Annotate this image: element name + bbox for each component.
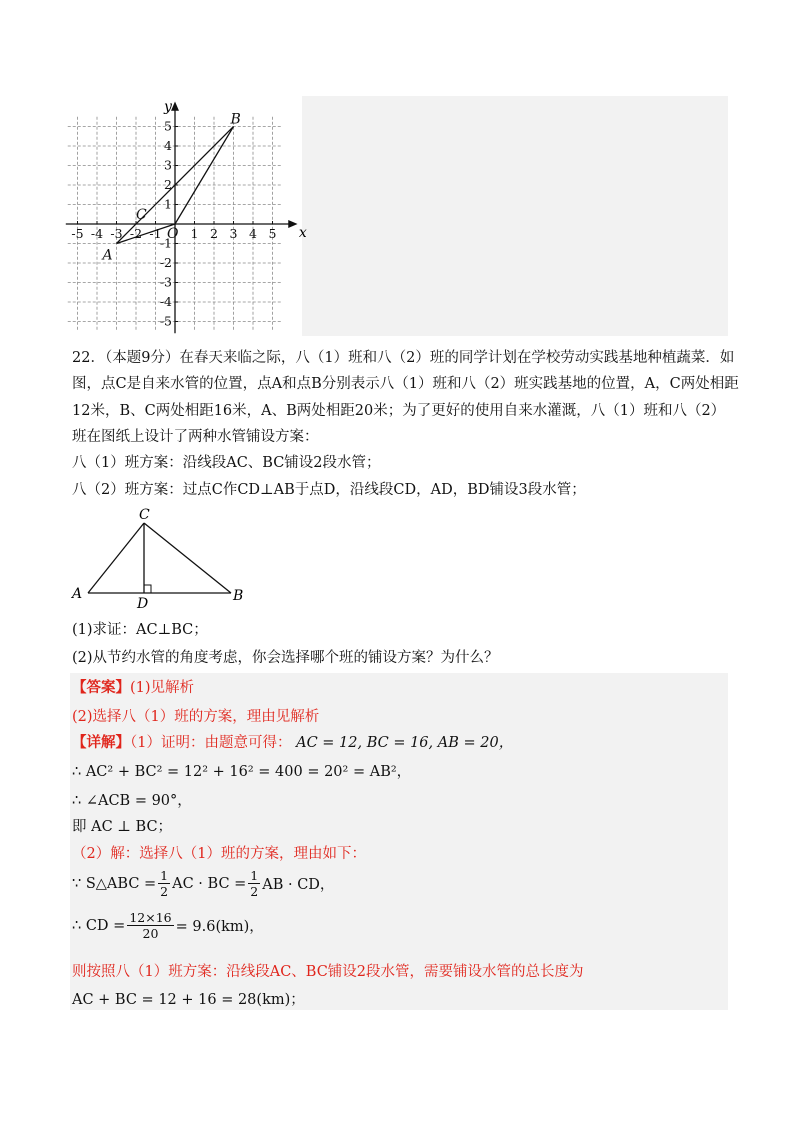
x-tick-label: 3 bbox=[229, 226, 238, 241]
point-label-A: A bbox=[102, 247, 113, 264]
area-mid-1: AC · BC = bbox=[172, 875, 247, 892]
x-tick-label: 5 bbox=[268, 226, 277, 241]
axes bbox=[66, 103, 296, 333]
detail-line-3: ∴ ∠ACB = 90°， bbox=[72, 793, 192, 809]
area-prefix: ∵ S△ABC = bbox=[72, 875, 157, 892]
point-label-C: C bbox=[136, 207, 147, 223]
y-tick-label: 3 bbox=[164, 157, 172, 173]
y-tick-label: 2 bbox=[164, 177, 172, 192]
y-tick-label: 4 bbox=[164, 138, 172, 153]
x-tick-label: 4 bbox=[249, 226, 257, 241]
point-label-B: B bbox=[230, 111, 241, 128]
x-axis-arrow bbox=[289, 221, 296, 227]
problem-line-4: 班在图纸上设计了两种水管铺设方案： bbox=[72, 429, 319, 445]
x-tick-label: -5 bbox=[71, 226, 84, 241]
vertex-c: C bbox=[139, 507, 150, 523]
answer-tag: 【答案】 bbox=[72, 679, 130, 696]
x-tick-label: 1 bbox=[190, 226, 199, 241]
question-1: (1)求证：AC⊥BC； bbox=[72, 622, 208, 638]
grey-shaded-area bbox=[302, 96, 728, 336]
cd-fraction: $\frac{12\times 16}{20}$ bbox=[129, 910, 172, 941]
half-fraction-2: $\frac{1}{2}$ bbox=[250, 868, 259, 899]
x-tick-label: -1 bbox=[149, 226, 162, 241]
problem-line-3: 12米，B、C两处相距16米，A、B两处相距20米；为了更好的使用自来水灌溉，八（1）班和八（2） bbox=[72, 403, 726, 419]
cd-prefix: ∴ CD = bbox=[72, 917, 126, 934]
detail-line-1 bbox=[72, 731, 513, 752]
answer-1: (1)见解析 bbox=[130, 680, 195, 696]
y-tick-label: -4 bbox=[159, 294, 172, 309]
area-mid-2: AB · CD， bbox=[262, 877, 335, 893]
y-tick-label: -1 bbox=[159, 235, 172, 251]
plan-class-1: 八（1）班方案：沿线段AC、BC铺设2段水管； bbox=[72, 455, 381, 471]
x-tick-label: -4 bbox=[90, 226, 104, 241]
problem-line-1: 22．（本题9分）在春天来临之际，八（1）班和八（2）班的同学计划在学校劳动实践基地种植蔬菜．如 bbox=[72, 350, 735, 366]
y-tick-label: -5 bbox=[159, 313, 172, 329]
detail-line-7 bbox=[72, 910, 264, 941]
triangle-figure bbox=[70, 505, 250, 612]
y-tick-label: 1 bbox=[164, 196, 172, 212]
detail-line-8: 则按照八（1）班方案：沿线段AC、BC铺设2段水管，需要铺设水管的总长度为 bbox=[72, 964, 584, 980]
x-axis-label: x bbox=[298, 225, 307, 241]
x-tick-label: 2 bbox=[210, 226, 218, 241]
x-tick-label: -3 bbox=[110, 226, 123, 241]
segment-OB bbox=[175, 127, 234, 225]
detail-tag: 【详解】 bbox=[72, 734, 130, 751]
y-tick-label: -3 bbox=[159, 274, 172, 290]
vertex-a: A bbox=[72, 586, 83, 602]
detail-math-1: AC = 12, BC = 16, AB = 20， bbox=[296, 735, 514, 751]
cd-suffix: = 9.6(km)， bbox=[175, 919, 264, 935]
question-2: (2)从节约水管的角度考虑，你会选择哪个班的铺设方案？为什么？ bbox=[72, 650, 499, 666]
half-fraction-1: $\frac{1}{2}$ bbox=[160, 868, 169, 899]
detail-line-9: AC + BC = 12 + 16 = 28(km)； bbox=[72, 992, 305, 1008]
point-label-O: O bbox=[167, 226, 179, 242]
detail-line-6 bbox=[72, 868, 334, 899]
answer-line-1 bbox=[72, 676, 194, 697]
vertex-b: B bbox=[233, 588, 244, 604]
x-tick-label: -2 bbox=[129, 226, 143, 241]
answer-2: (2)选择八（1）班的方案，理由见解析 bbox=[72, 709, 320, 725]
y-tick-label: 5 bbox=[164, 118, 172, 134]
detail-line-5: （2）解：选择八（1）班的方案，理由如下： bbox=[72, 846, 366, 862]
coordinate-graph bbox=[66, 96, 306, 341]
plan-class-2: 八（2）班方案：过点C作CD⊥AB于点D，沿线段CD，AD，BD铺设3段水管； bbox=[72, 482, 586, 498]
detail-line-4: 即 AC ⊥ BC； bbox=[72, 819, 173, 835]
detail-text-1: （1）证明：由题意可得： bbox=[130, 735, 292, 751]
foot-d: D bbox=[137, 596, 149, 612]
detail-line-2: ∴ AC² + BC² = 12² + 16² = 400 = 20² = AB²， bbox=[72, 764, 412, 780]
y-axis-arrow bbox=[172, 103, 178, 110]
problem-line-2: 图，点C是自来水管的位置，点A和点B分别表示八（1）班和八（2）班实践基地的位置，A，C两处相距 bbox=[72, 376, 739, 392]
y-axis-label: y bbox=[164, 99, 172, 116]
y-tick-label: -2 bbox=[159, 255, 172, 270]
